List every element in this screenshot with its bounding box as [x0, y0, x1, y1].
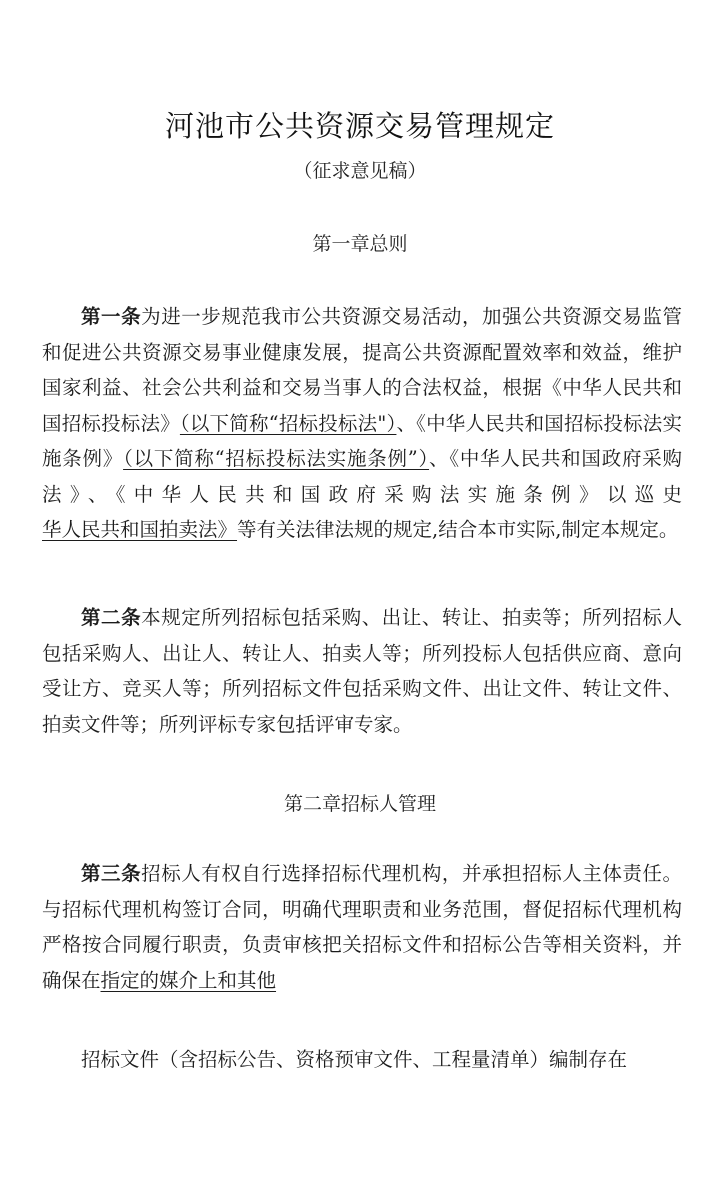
paragraph-4	[42, 1042, 682, 1078]
article-text: 招标人有权自行选择招标代理机构，并承担招标人主体责任。与招标代理机构签订合同，明确代理职责和业务范围，督促招标代理机构严格按合同履行职责，负责审核把关招标文件和招标公告等相关资料，并确保在	[42, 862, 682, 992]
article-2-paragraph	[42, 600, 682, 742]
article-text: 为进一步规范我市公共资源交易活动，加强公共资源交易监管和促进公共资源交易事业健康发展，提高公共资源配置效率和效益，维护国家利益、社会公共利益和交易当事人的合法权益，根据《中华人民共和国招标投标法》	[42, 305, 682, 435]
article-text: 等有关法律法规的规定,结合本市实际,制定本规定。	[237, 518, 679, 541]
chapter-heading-2: 第二章招标人管理	[283, 793, 436, 815]
article-number: 第二条	[81, 606, 142, 629]
underlined-text: 华人民共和国拍卖法》	[42, 518, 238, 541]
article-number: 第一条	[81, 305, 142, 328]
document-subtitle: （征求意见稿）	[293, 160, 427, 182]
article-text: 、《中华人民共和国政府采购法》、《中华人民共和国政府采购法实施条例》以巡史	[42, 447, 682, 506]
article-text: 、《中华人民共和国招标投标法实施条例》	[42, 411, 682, 470]
article-1-paragraph	[42, 299, 682, 548]
underlined-text: 指定的媒介上和其他	[100, 968, 277, 992]
article-3-paragraph	[42, 856, 682, 998]
underlined-text: （以下简称“招标投标法实施条例”）	[123, 447, 430, 470]
article-number: 第三条	[81, 862, 142, 885]
chapter-heading-1: 第一章总则	[312, 233, 408, 255]
document-title: 河池市公共资源交易管理规定	[164, 109, 555, 143]
underlined-text: （以下简称“招标投标法"）	[179, 411, 397, 435]
article-text: 本规定所列招标包括采购、出让、转让、拍卖等；所列招标人包括采购人、出让人、转让人、拍卖人等；所列投标人包括供应商、意向受让方、竞买人等；所列招标文件包括采购文件、出让文件、转让文件、拍卖文件等；所列评标专家包括评审专家。	[42, 606, 682, 736]
paragraph-text: 招标文件（含招标公告、资格预审文件、工程量清单）编制存在	[81, 1048, 628, 1071]
